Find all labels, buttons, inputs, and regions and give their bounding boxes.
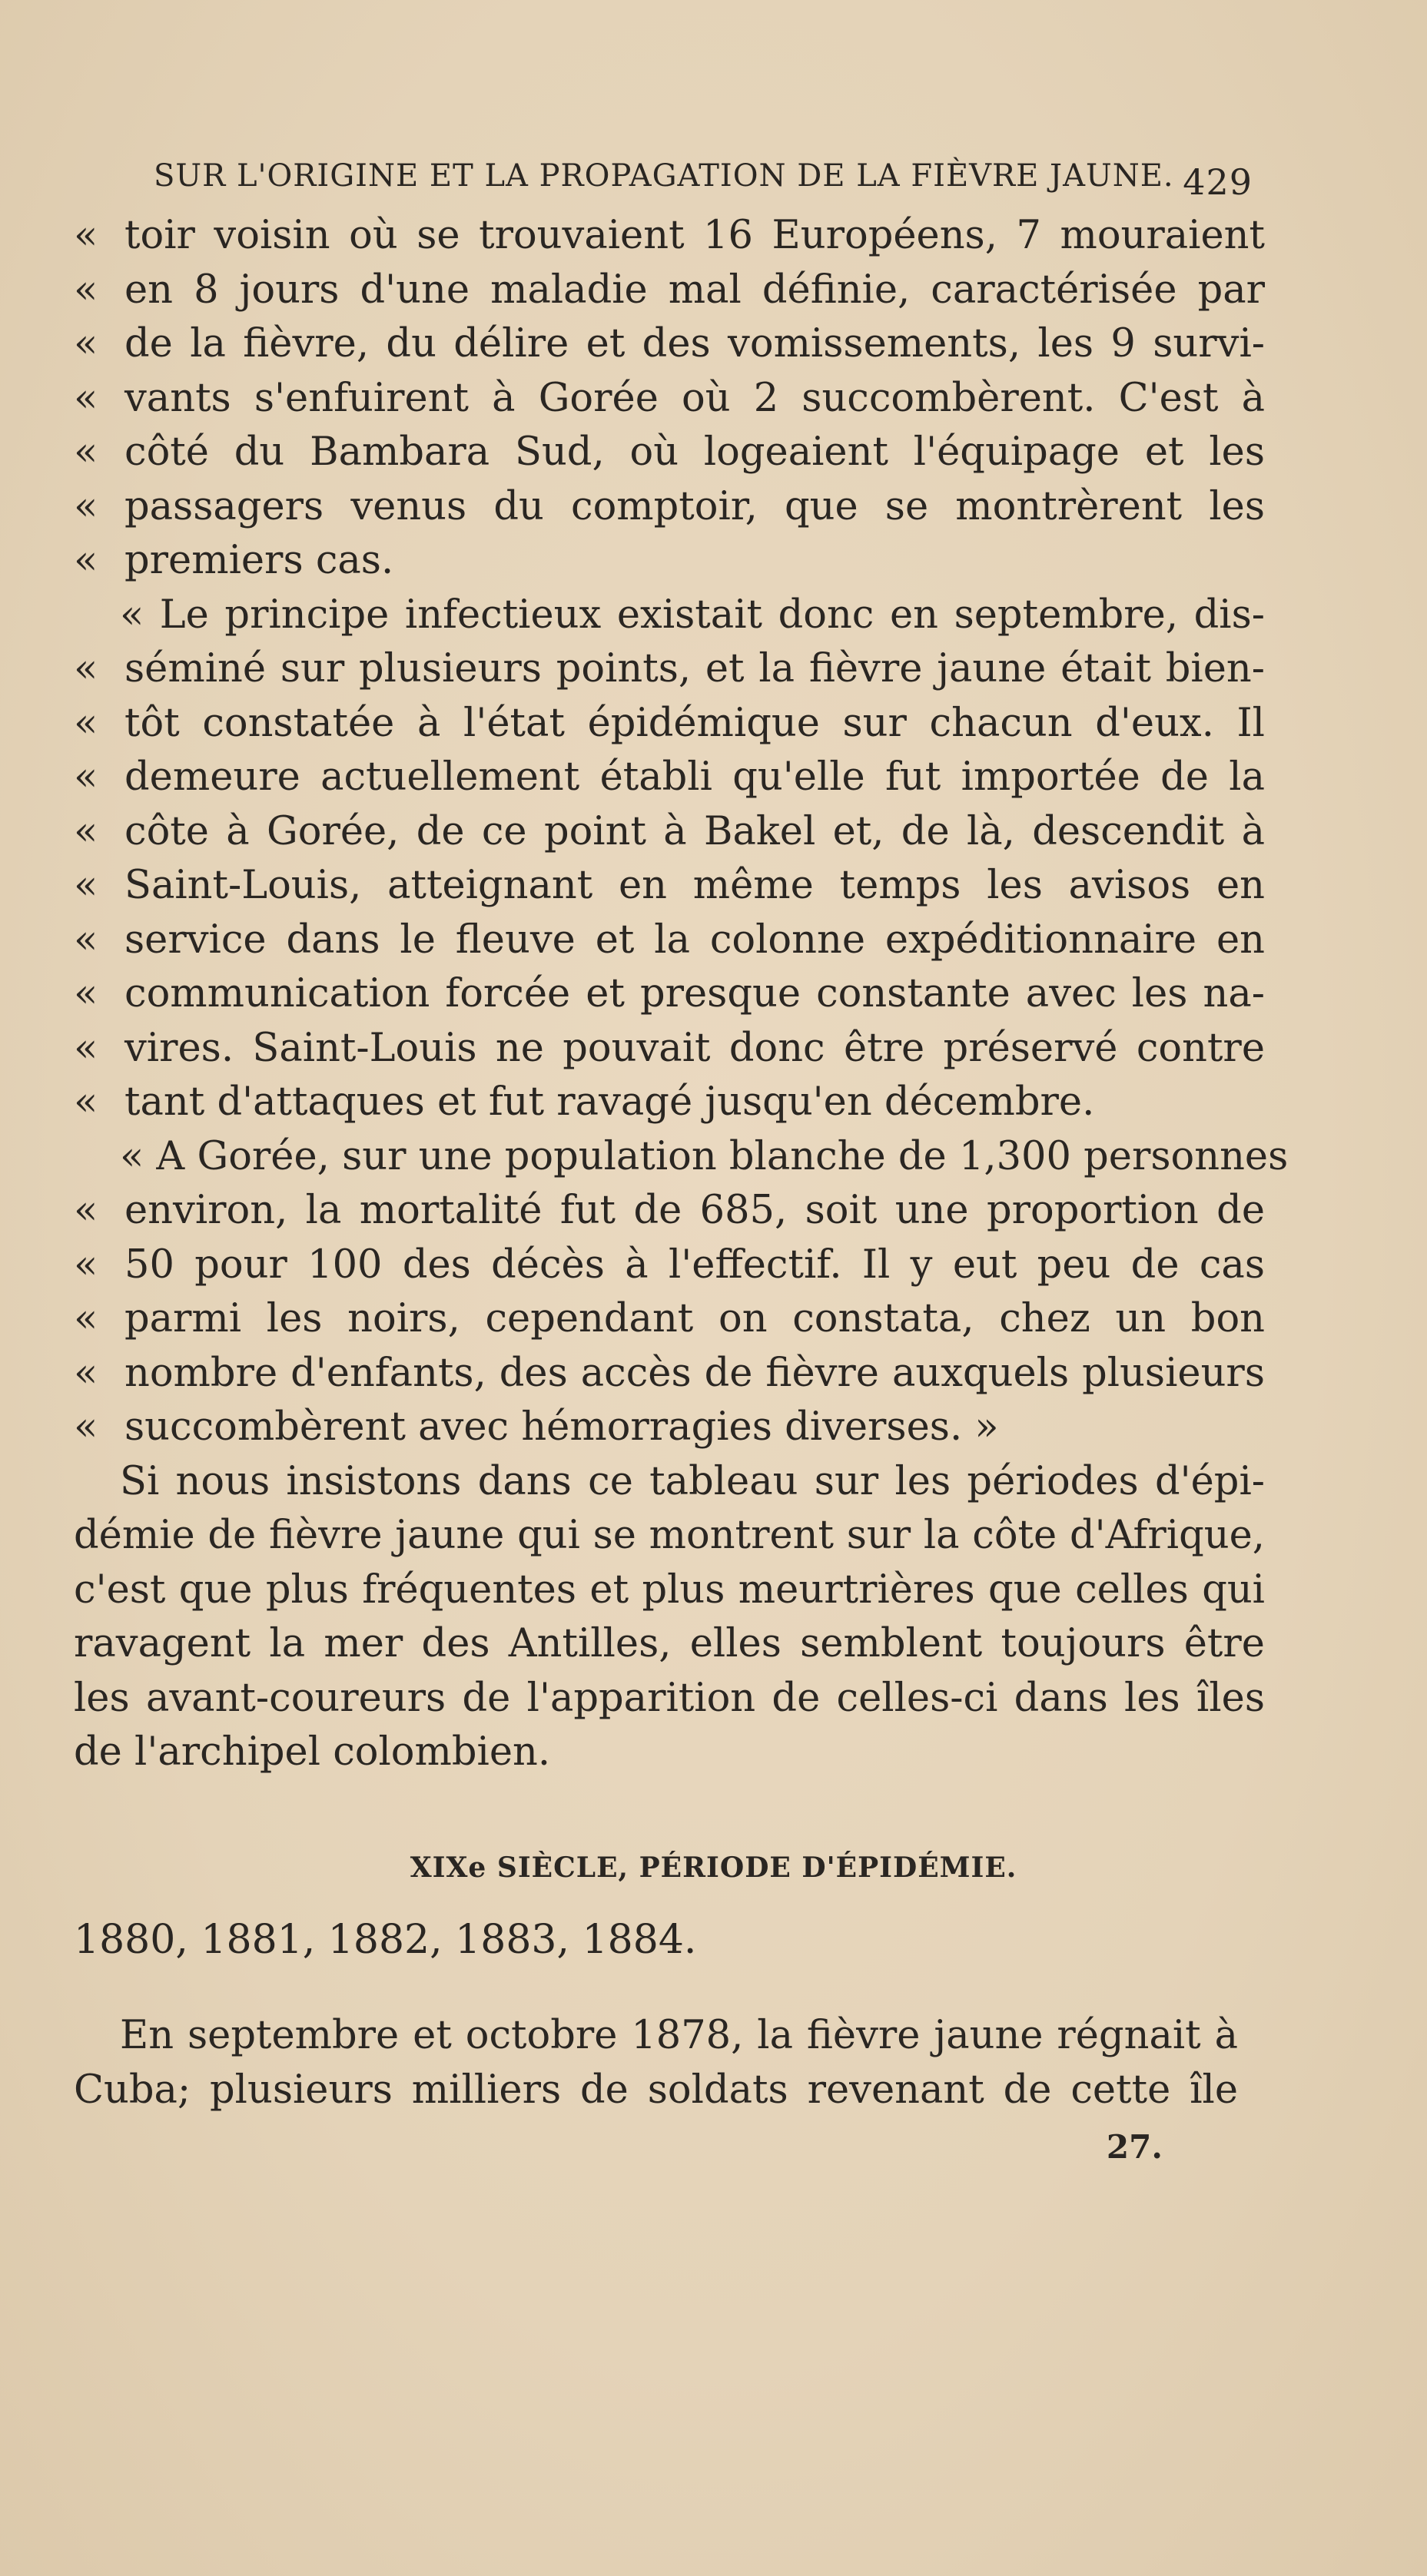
body-text <box>74 209 1289 1780</box>
line-text: de l'archipel colombien. <box>74 1729 551 1775</box>
line-text: tôt constatée à l'état épidémique sur chacun d'eux. Il <box>124 700 1265 746</box>
guillemet: « <box>74 1242 98 1288</box>
line-text: « Le principe infectieux existait donc en septembre, dis- <box>120 592 1265 638</box>
text-line <box>74 1238 1265 1293</box>
running-title: SUR L'ORIGINE ET LA PROPAGATION DE LA FIÈVRE JAUNE. <box>154 158 1174 194</box>
line-text: vires. Saint-Louis ne pouvait donc être préservé contre <box>124 1025 1265 1071</box>
line-text: de la fièvre, du délire et des vomissements, les 9 survi- <box>124 321 1265 366</box>
text-line <box>74 805 1265 860</box>
running-head <box>154 154 1253 203</box>
line-text: les avant-coureurs de l'apparition de celles-ci dans les îles <box>74 1675 1265 1721</box>
guillemet: « <box>74 267 98 313</box>
line-text: passagers venus du comptoir, que se montrèrent les <box>124 483 1265 529</box>
text-line <box>74 1617 1265 1672</box>
line-text: 50 pour 100 des décès à l'effectif. Il y eut peu de cas <box>124 1242 1265 1288</box>
line-text: démie de fièvre jaune qui se montrent sur la côte d'Afrique, <box>74 1513 1265 1558</box>
line-text: Saint-Louis, atteignant en même temps les avisos en <box>124 863 1265 908</box>
text-line <box>74 1184 1265 1238</box>
text-line <box>74 913 1265 968</box>
line-text: environ, la mortalité fut de 685, soit une proportion de <box>124 1188 1265 1233</box>
line-text: en 8 jours d'une maladie mal définie, caractérisée par <box>124 267 1265 313</box>
guillemet: « <box>74 700 98 746</box>
line-text: côté du Bambara Sud, où logeaient l'équipage et les <box>124 429 1265 475</box>
text-line <box>74 967 1265 1022</box>
text-line <box>74 1455 1265 1510</box>
guillemet: « <box>74 538 98 583</box>
guillemet: « <box>74 808 98 854</box>
text-line <box>74 1292 1265 1347</box>
line-text: nombre d'enfants, des accès de fièvre auxquels plusieurs <box>124 1350 1265 1396</box>
guillemet: « <box>74 1296 98 1341</box>
text-line <box>74 642 1265 697</box>
text-line <box>74 2009 1238 2064</box>
line-text: En septembre et octobre 1878, la fièvre jaune régnait à <box>120 2013 1238 2058</box>
guillemet: « <box>74 917 98 963</box>
guillemet: « <box>74 321 98 366</box>
guillemet: « <box>74 1079 98 1125</box>
line-text: toir voisin où se trouvaient 16 Européens, 7 mouraient <box>124 213 1265 258</box>
line-text: succombèrent avec hémorragies diverses. » <box>124 1404 999 1450</box>
line-text: premiers cas. <box>124 538 394 583</box>
line-text: « A Gorée, sur une population blanche de 1,300 personnes <box>120 1133 1289 1179</box>
line-text: côte à Gorée, de ce point à Bakel et, de là, descendit à <box>124 808 1265 854</box>
text-line <box>74 426 1265 480</box>
guillemet: « <box>74 375 98 421</box>
line-text: demeure actuellement établi qu'elle fut importée de la <box>124 754 1265 800</box>
text-line <box>74 1401 1265 1455</box>
guillemet: « <box>74 213 98 258</box>
guillemet: « <box>74 483 98 529</box>
line-text: c'est que plus fréquentes et plus meurtrières que celles qui <box>74 1566 1265 1613</box>
line-text: tant d'attaques et fut ravagé jusqu'en décembre. <box>124 1079 1095 1125</box>
line-text: ravagent la mer des Antilles, elles semblent toujours être <box>74 1621 1265 1666</box>
guillemet: « <box>74 971 98 1016</box>
text-line <box>74 480 1265 535</box>
text-line <box>74 317 1265 372</box>
guillemet: « <box>74 1404 98 1450</box>
text-line <box>74 209 1265 264</box>
section-heading: XIXe SIÈCLE, PÉRIODE D'ÉPIDÉMIE. <box>410 1852 1017 1884</box>
guillemet: « <box>74 754 98 800</box>
guillemet: « <box>74 1025 98 1071</box>
text-line <box>74 1022 1265 1076</box>
text-line <box>74 588 1265 643</box>
text-line <box>74 859 1265 913</box>
text-line <box>74 1076 1265 1130</box>
line-text: Si nous insistons dans ce tableau sur les périodes d'épi- <box>120 1458 1265 1504</box>
bottom-text <box>74 2009 1238 2117</box>
signature-mark: 27. <box>1106 2128 1163 2166</box>
guillemet: « <box>74 1188 98 1233</box>
section-years: 1880, 1881, 1882, 1883, 1884. <box>74 1917 697 1963</box>
text-line <box>74 1563 1265 1618</box>
guillemet: « <box>74 863 98 908</box>
guillemet: « <box>74 1350 98 1396</box>
text-line <box>74 1672 1265 1726</box>
text-line <box>74 1509 1265 1563</box>
text-line <box>74 264 1265 318</box>
text-line <box>74 1726 1265 1780</box>
text-line <box>74 1347 1265 1401</box>
line-text: parmi les noirs, cependant on constata, chez un bon <box>124 1296 1265 1341</box>
text-line <box>74 751 1265 805</box>
line-text: communication forcée et presque constante avec les na- <box>124 971 1265 1016</box>
line-text: service dans le fleuve et la colonne expéditionnaire en <box>124 917 1265 963</box>
text-line <box>74 697 1265 751</box>
line-text: vants s'enfuirent à Gorée où 2 succombèrent. C'est à <box>124 375 1265 421</box>
text-line <box>74 372 1265 426</box>
text-line <box>74 2064 1238 2118</box>
page-number: 429 <box>1183 161 1253 203</box>
guillemet: « <box>74 429 98 475</box>
guillemet: « <box>74 646 98 691</box>
text-line <box>74 534 1265 588</box>
line-text: séminé sur plusieurs points, et la fièvre jaune était bien- <box>124 646 1265 691</box>
text-line <box>74 1130 1289 1185</box>
line-text: Cuba; plusieurs milliers de soldats revenant de cette île <box>74 2067 1238 2113</box>
